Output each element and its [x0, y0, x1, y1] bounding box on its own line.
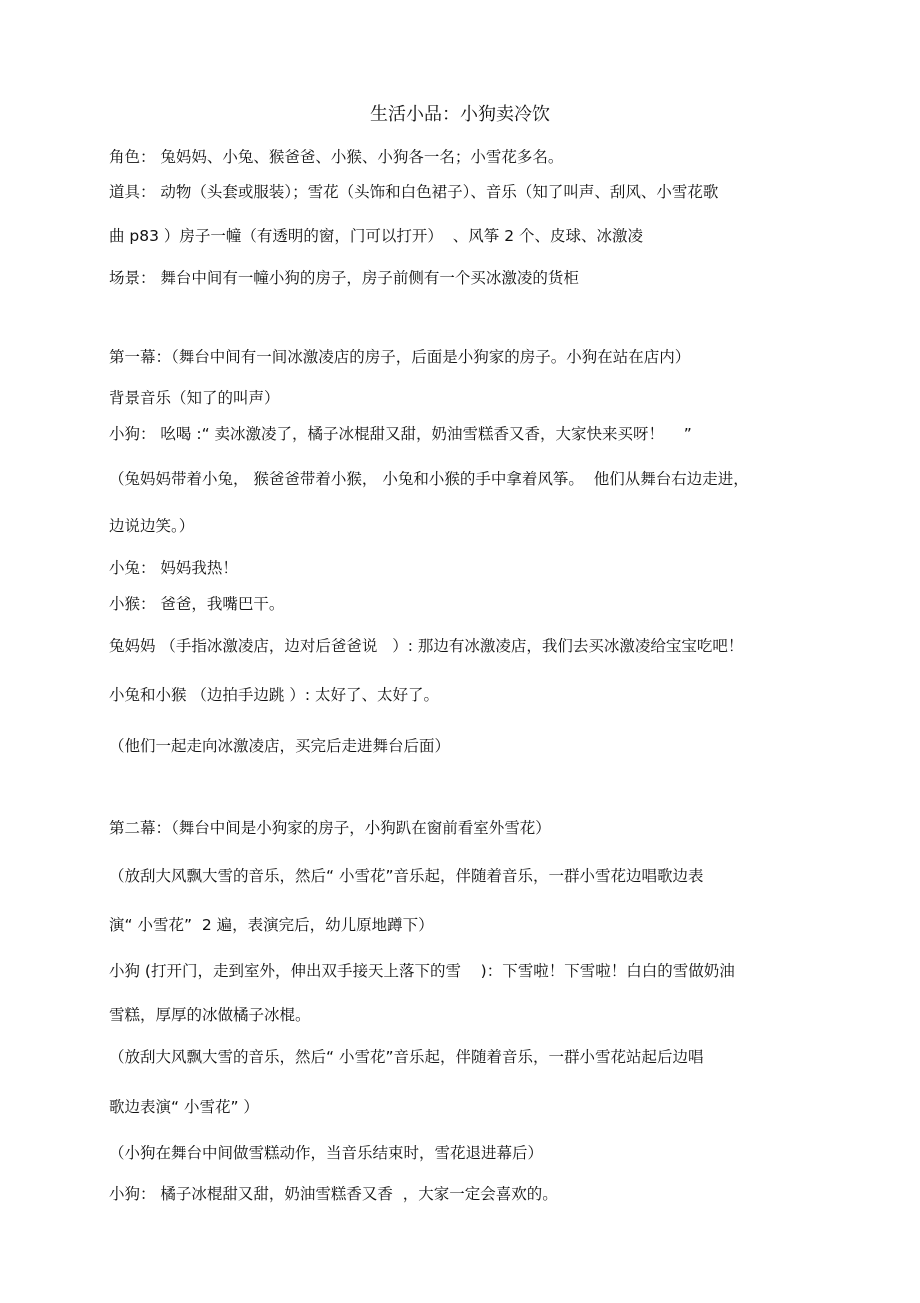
paragraph: 雪糕，厚厚的冰做橘子冰棍。: [109, 1006, 311, 1024]
paragraph: （兔妈妈带着小兔， 猴爸爸带着小猴， 小兔和小猴的手中拿着风筝。 他们从舞台右边走进，: [109, 470, 749, 488]
paragraph: 小狗： 橘子冰棍甜又甜，奶油雪糕香又香 ，大家一定会喜欢的。: [109, 1185, 558, 1203]
page-title: 生活小品：小狗卖冷饮: [370, 104, 550, 125]
paragraph: 小猴： 爸爸，我嘴巴干。: [109, 595, 285, 613]
paragraph: （放刮大风飘大雪的音乐，然后“ 小雪花”音乐起，伴随着音乐，一群小雪花边唱歌边表: [109, 867, 704, 885]
paragraph: 小兔： 妈妈我热！: [109, 559, 238, 577]
roles-line: 角色： 兔妈妈、小兔、猴爸爸、小猴、小狗各一名；小雪花多名。: [109, 148, 564, 166]
act1-heading: 第一幕：（舞台中间有一间冰激凌店的房子，后面是小狗家的房子。小狗在站在店内）: [109, 348, 691, 366]
paragraph: 歌边表演“ 小雪花” ）: [109, 1098, 259, 1116]
paragraph: 兔妈妈 （手指冰激凌店，边对后爸爸说 ）: 那边有冰激凌店，我们去买冰激凌给宝宝吃吧！: [109, 637, 744, 655]
paragraph: 小兔和小猴 （边拍手边跳 ）: 太好了、太好了。: [109, 686, 440, 704]
paragraph: （小狗在舞台中间做雪糕动作，当音乐结束时，雪花退进幕后）: [109, 1144, 544, 1162]
scene-line: 场景： 舞台中间有一幢小狗的房子，房子前侧有一个买冰激凌的货柜: [109, 269, 579, 287]
props-line: 道具： 动物（头套或服装）；雪花（头饰和白色裙子）、音乐（知了叫声、刮风、小雪花歌: [109, 183, 719, 201]
paragraph: 小狗： 吆喝 :“ 卖冰激凌了，橘子冰棍甜又甜，奶油雪糕香又香，大家快来买呀！ ”: [109, 425, 692, 443]
paragraph: 边说边笑。）: [109, 517, 195, 535]
act2-heading: 第二幕：（舞台中间是小狗家的房子，小狗趴在窗前看室外雪花）: [109, 819, 551, 837]
paragraph: 背景音乐（知了的叫声）: [109, 389, 280, 407]
paragraph: 演“ 小雪花” 2 遍，表演完后，幼儿原地蹲下）: [109, 916, 434, 934]
paragraph: 小狗 (打开门，走到室外，伸出双手接天上落下的雪 )：下雪啦！下雪啦！白白的雪做奶油: [109, 962, 735, 980]
paragraph: （放刮大风飘大雪的音乐，然后“ 小雪花”音乐起，伴随着音乐，一群小雪花站起后边唱: [109, 1048, 704, 1066]
props-line-continued: 曲 p83 ）房子一幢（有透明的窗，门可以打开） 、风筝 2 个、皮球、冰激凌: [109, 227, 643, 245]
paragraph: （他们一起走向冰激凌店，买完后走进舞台后面）: [109, 737, 451, 755]
